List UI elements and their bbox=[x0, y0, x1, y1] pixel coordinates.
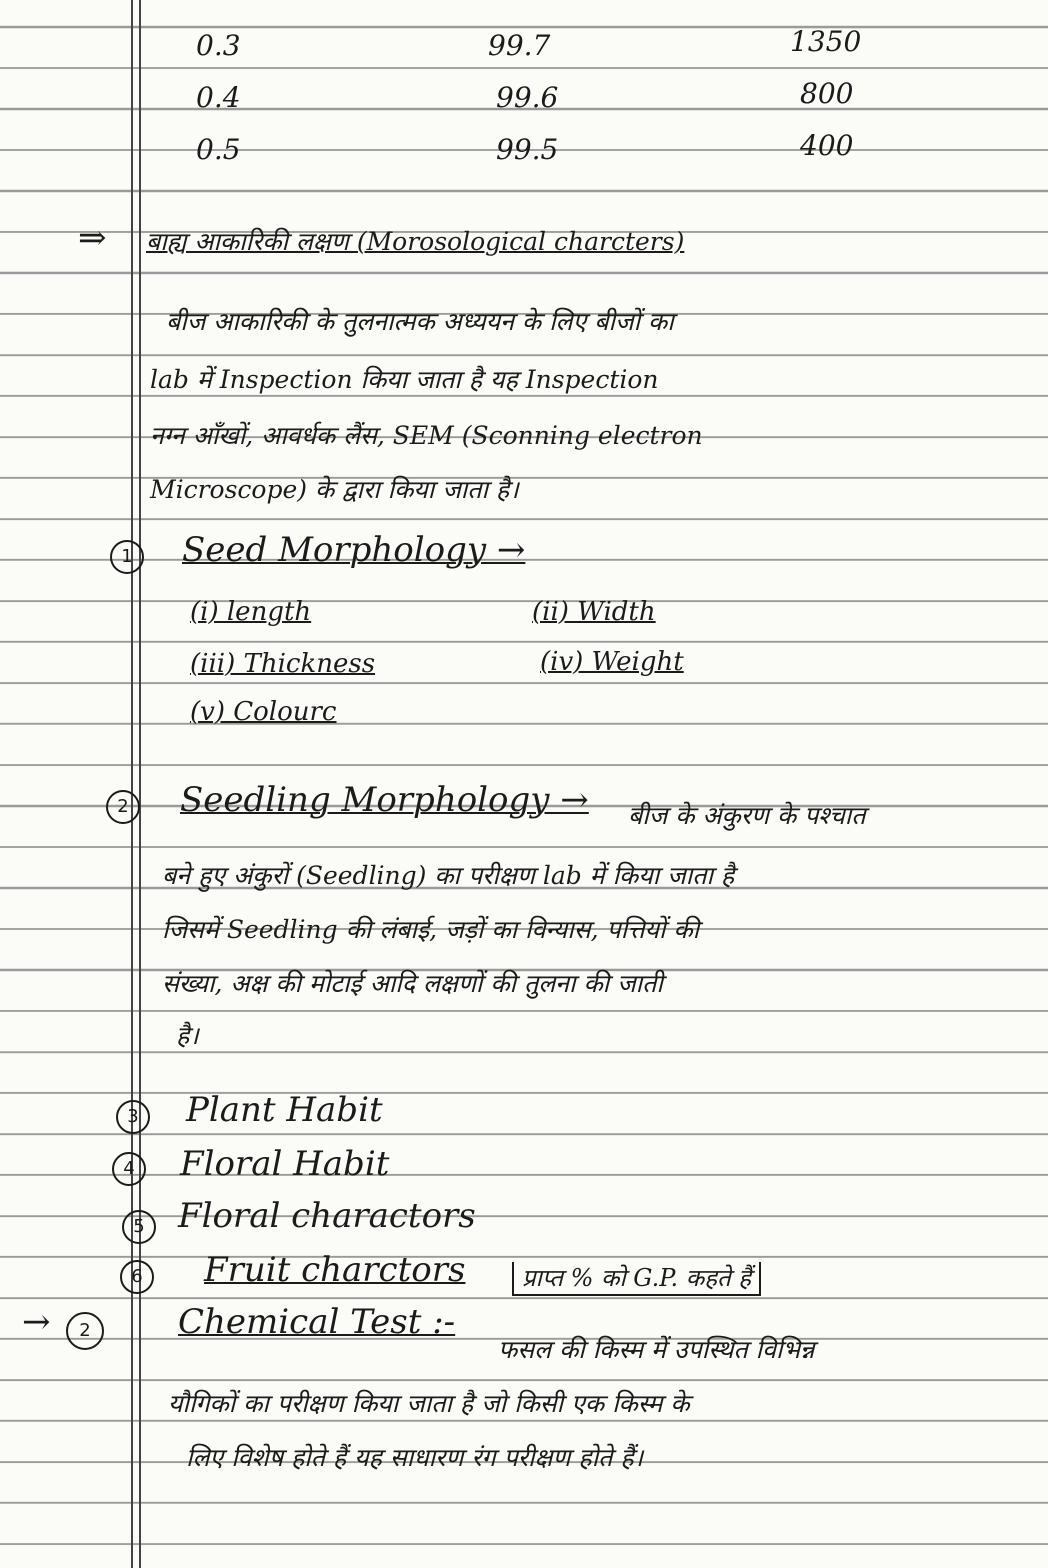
text-line: है। bbox=[176, 1021, 199, 1050]
item-number: 5 bbox=[122, 1210, 156, 1244]
text-line: बने हुए अंकुरों (Seedling) का परीक्षण lab में किया जाता है bbox=[162, 861, 735, 890]
table-cell: 800 bbox=[800, 77, 854, 110]
item-number: 4 bbox=[112, 1152, 146, 1186]
sub-item: (iv) Weight bbox=[540, 647, 684, 677]
text-line: बीज आकारिकी के तुलनात्मक अध्ययन के लिए बीजों का bbox=[166, 307, 674, 336]
item-title: Fruit charctors bbox=[204, 1250, 466, 1290]
text-line: lab में Inspection किया जाता है यह Inspection bbox=[150, 365, 659, 394]
arrow-icon: ⇒ bbox=[78, 218, 107, 258]
text-line: फसल की किस्म में उपस्थित विभिन्न bbox=[498, 1335, 815, 1364]
item-number: 2 bbox=[66, 1312, 104, 1350]
table-cell: 1350 bbox=[790, 25, 862, 58]
gp-note: प्राप्त % को G.P. कहते हैं bbox=[512, 1262, 761, 1296]
table-cell: 99.5 bbox=[496, 133, 559, 166]
section-heading: Chemical Test :- bbox=[178, 1302, 456, 1342]
text-line: Microscope) के द्वारा किया जाता है। bbox=[150, 475, 519, 504]
table-cell: 0.3 bbox=[196, 29, 241, 62]
item-title: Plant Habit bbox=[186, 1090, 383, 1130]
item-title: Floral charactors bbox=[178, 1196, 476, 1236]
text-line: संख्या, अक्ष की मोटाई आदि लक्षणों की तुलना की जाती bbox=[162, 969, 663, 998]
text-line: जिसमें Seedling की लंबाई, जड़ों का विन्यास, पत्तियों की bbox=[162, 915, 700, 944]
item-number: 6 bbox=[120, 1260, 154, 1294]
item-title: Floral Habit bbox=[180, 1144, 390, 1184]
text-line: बीज के अंकुरण के पश्चात bbox=[628, 801, 866, 830]
text-line: लिए विशेष होते हैं यह साधारण रंग परीक्षण होते हैं। bbox=[186, 1443, 644, 1472]
margin-line bbox=[131, 0, 133, 1568]
item-title: Seedling Morphology → bbox=[180, 780, 589, 820]
arrow-icon: → bbox=[22, 1302, 51, 1342]
sub-item: (v) Colourc bbox=[190, 697, 337, 727]
section-heading: बाह्य आकारिकी लक्षण (Morosological charcters) bbox=[146, 227, 685, 256]
sub-item: (i) length bbox=[190, 597, 312, 627]
text-line: नग्न आँखों, आवर्धक लैंस, SEM (Sconning electron bbox=[150, 421, 703, 450]
text-line: यौगिकों का परीक्षण किया जाता है जो किसी एक किस्म के bbox=[168, 1389, 690, 1418]
table-cell: 99.6 bbox=[496, 81, 559, 114]
table-cell: 400 bbox=[800, 129, 854, 162]
item-number: 2 bbox=[106, 790, 140, 824]
item-number: 3 bbox=[116, 1100, 150, 1134]
item-title: Seed Morphology → bbox=[182, 530, 526, 570]
sub-item: (iii) Thickness bbox=[190, 649, 376, 679]
table-cell: 0.4 bbox=[196, 81, 241, 114]
table-cell: 0.5 bbox=[196, 133, 241, 166]
item-number: 1 bbox=[110, 540, 144, 574]
margin-line bbox=[139, 0, 141, 1568]
sub-item: (ii) Width bbox=[532, 597, 656, 627]
table-cell: 99.7 bbox=[488, 29, 551, 62]
